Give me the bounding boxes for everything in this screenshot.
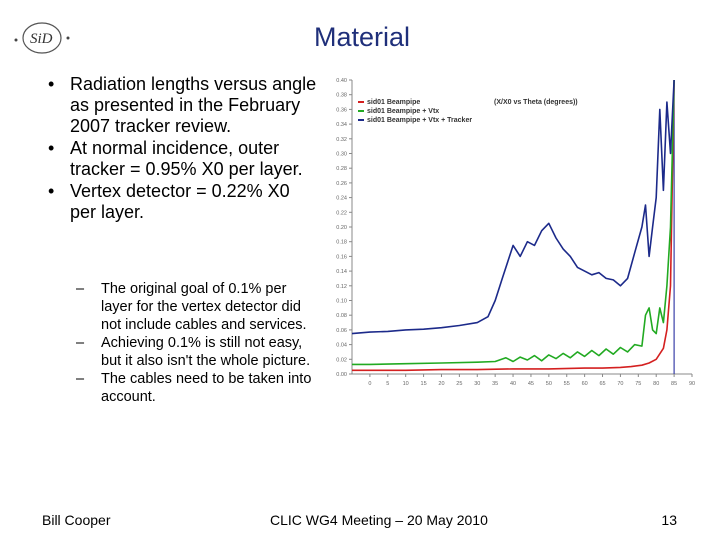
y-tick-label: 0.06: [336, 327, 347, 334]
footer-meeting: CLIC WG4 Meeting – 20 May 2010: [270, 512, 488, 528]
sub-bullet-list: [74, 280, 314, 406]
sid-logo: [10, 18, 74, 58]
chart-annotation: (X/X0 vs Theta (degrees)): [494, 99, 578, 106]
logo-text: SiD: [30, 31, 53, 47]
y-tick-label: 0.10: [336, 298, 347, 305]
bullet-item: • At normal incidence, outer tracker = 0.95% X0 per layer.: [48, 138, 318, 180]
legend-label: sid01 Beampipe + Vtx + Tracker: [367, 117, 473, 124]
x-tick-label: 50: [545, 381, 552, 387]
page-number: 13: [661, 512, 677, 528]
bullet-item: • Vertex detector = 0.22% X0 per layer.: [48, 181, 318, 223]
x-tick-label: 5: [386, 381, 390, 387]
y-tick-label: 0.24: [336, 195, 347, 202]
sid-logo-graphic: [10, 18, 74, 58]
legend-label: sid01 Beampipe: [367, 99, 421, 106]
sub-bullet-item: – The original goal of 0.1% per layer for the vertex detector did not include cables and services.: [74, 280, 314, 334]
x-tick-label: 80: [653, 381, 660, 387]
footer-author: Bill Cooper: [42, 512, 111, 528]
y-tick-label: 0.02: [336, 357, 347, 364]
x-tick-label: 40: [509, 381, 517, 387]
y-tick-label: 0.26: [336, 180, 347, 187]
x-tick-label: 65: [599, 381, 606, 387]
y-tick-label: 0.08: [336, 313, 347, 320]
chart-svg: [322, 72, 698, 392]
x-tick-label: 55: [563, 381, 570, 387]
y-tick-label: 0.12: [336, 283, 347, 290]
radiation-length-chart: [322, 72, 698, 392]
bullet-item: • Radiation lengths versus angle as presented in the February 2007 tracker review.: [48, 74, 318, 137]
x-tick-label: 60: [581, 381, 588, 387]
x-tick-label: 85: [671, 381, 678, 387]
y-tick-label: 0.04: [336, 342, 347, 349]
y-tick-label: 0.16: [336, 254, 347, 261]
y-tick-label: 0.20: [336, 225, 347, 231]
x-tick-label: 35: [492, 381, 499, 387]
legend-label: sid01 Beampipe + Vtx: [367, 108, 440, 115]
y-tick-label: 0.40: [336, 78, 347, 84]
x-tick-label: 90: [688, 381, 696, 387]
y-tick-label: 0.30: [336, 151, 347, 158]
slide-title: Material: [313, 22, 410, 52]
sub-bullet-item: – Achieving 0.1% is still not easy, but it also isn't the whole picture.: [74, 334, 314, 370]
y-tick-label: 0.00: [336, 372, 347, 378]
y-tick-label: 0.38: [336, 92, 347, 99]
bullet-list: [48, 74, 318, 224]
x-tick-label: 0: [368, 381, 372, 387]
x-tick-label: 75: [635, 381, 642, 387]
x-tick-label: 20: [438, 381, 445, 387]
y-tick-label: 0.28: [336, 166, 347, 173]
y-tick-label: 0.18: [336, 239, 347, 246]
x-tick-label: 45: [527, 381, 535, 387]
sub-bullet-item: – The cables need to be taken into account.: [74, 370, 314, 406]
y-tick-label: 0.36: [336, 107, 347, 114]
x-tick-label: 70: [617, 381, 624, 387]
y-tick-label: 0.32: [336, 136, 347, 143]
y-tick-label: 0.22: [336, 210, 347, 217]
x-tick-label: 25: [456, 381, 463, 387]
x-tick-label: 15: [420, 381, 427, 387]
x-tick-label: 30: [474, 381, 481, 387]
y-tick-label: 0.34: [336, 122, 347, 129]
y-tick-label: 0.14: [336, 269, 347, 276]
x-tick-label: 10: [402, 381, 409, 387]
